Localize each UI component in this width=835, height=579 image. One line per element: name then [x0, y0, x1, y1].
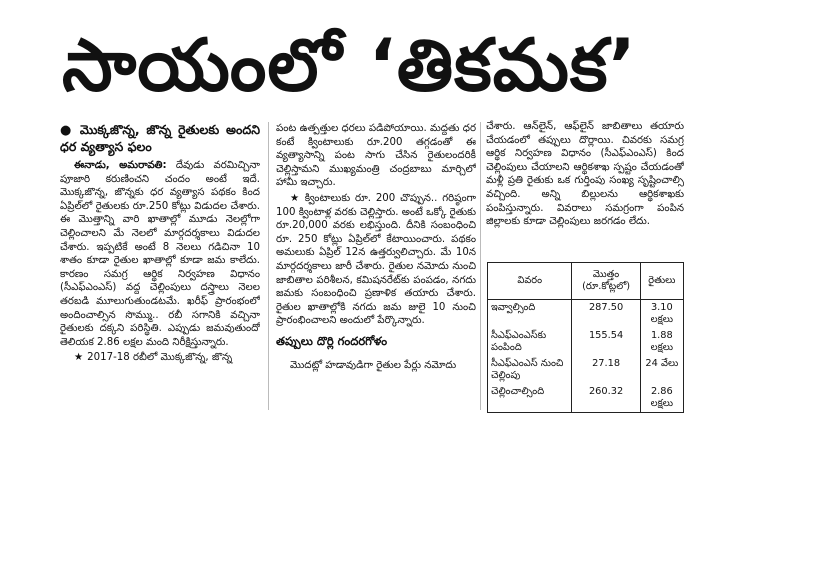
column-divider — [268, 122, 269, 410]
table-row — [488, 356, 684, 384]
section-subhead: తప్పులు దొర్లి గందరగోళం — [276, 333, 388, 348]
article-column-2 — [276, 122, 476, 412]
table-header: వివరం — [488, 263, 572, 300]
bullet-icon: ● — [60, 123, 74, 138]
table-row — [488, 300, 684, 329]
table-header-row — [488, 263, 684, 300]
row-label: ఇవ్వాల్సింది — [488, 300, 572, 329]
headline: సాయంలో ‘తికమక’ — [62, 23, 637, 107]
paragraph-text: దేవుడు వరమిచ్చినా పూజారి కరుణించని చందం అంటే ఇదే. మొక్కజొన్న, జొన్నకు ధర వ్యత్యాస పథకం కింద ఏప్రిల్‌లో రైతులకు రూ.250 కోట్లు విడుదల చేశారు. ఈ మొత్తాన్ని వారి ఖాతాల్లో మూడు నెలల్లోగా చెల్లించాలని మే నెలలో మార్గదర్శకాలు విడుదల చేశారు. ఇప్పటికే అంటే 8 నెలలు గడిచినా 10 శాతం కూడా రైతుల ఖాతాల్లో కూడా జమ కాలేదు. కారణం సమగ్ర ఆర్థిక నిర్వహణ విధానం (సీఎఫ్‌ఎంఎస్‌) వద్ద చెల్లింపులు దస్త్రాలు నెలల తరబడి మూలుగుతుండటమే. ఖరీఫ్‌ ప్రారంభంలో అందించాల్సిన సొమ్ము.. రబీ సగానికి వచ్చినా రైతులకు దక్కని పరిస్థితి. ఎప్పుడు జమవుతుందో తెలియక 2.86 లక్షల మంది నిరీక్షిస్తున్నారు. — [60, 160, 260, 348]
row-amount: 287.50 — [572, 300, 640, 329]
row-farmers: 2.86 లక్షలు — [640, 384, 683, 413]
paragraph-text: 2017-18 రబీలో మొక్కజొన్న, జొన్న — [87, 352, 233, 364]
star-icon: ★ — [290, 192, 301, 204]
row-farmers: 3.10 లక్షలు — [640, 300, 683, 329]
paragraph-text: క్వింటాలుకు రూ. 200 చొప్పున.. గరిష్ఠంగా 100 క్వింటాళ్ల వరకు చెల్లిస్తారు. అంటే ఒక్కో రైతుకు రూ.20,000 వరకు లభిస్తుంది. దీనికి సంబంధించి రూ. 250 కోట్లు ఏప్రిల్‌లో కేటాయించారు. పథకం అమలుకు ఏప్రిల్‌ 12న ఉత్తర్వులిచ్చారు. మే 10న మార్గదర్శకాలు జారీ చేశారు. రైతుల నమోదు నుంచి జాబితాల పరిశీలన, కమిషనరేట్‌కు పంపడం, నగదు జమకు సంబంధించి ప్రణాళిక తయారు చేశారు. రైతుల ఖాతాల్లోకి నగదు జమ జులై 10 నుంచి ప్రారంభించాలని అందులో పేర్కొన్నారు. — [276, 192, 476, 327]
row-farmers: 1.88 లక్షలు — [640, 328, 683, 356]
star-icon: ★ — [74, 352, 84, 364]
article-paragraph — [60, 351, 260, 365]
row-amount: 27.18 — [572, 356, 640, 384]
row-label: చెల్లించాల్సింది — [488, 384, 572, 413]
row-label: సీఎఫ్‌ఎంఎస్‌కు పంపింది — [488, 328, 572, 356]
table-row — [488, 328, 684, 356]
article-column-3 — [486, 120, 684, 260]
article-subhead — [60, 122, 260, 155]
table-header: మొత్తం (రూ.కోట్లలో) — [572, 263, 640, 300]
row-label: సీఎఫ్‌ఎంఎస్‌ నుంచి చెల్లింపు — [488, 356, 572, 384]
article-column-1 — [60, 122, 260, 412]
subhead-text: మొక్కజొన్న, జొన్న రైతులకు అందని ధర వ్యత్యాస ఫలం — [60, 122, 260, 154]
article-paragraph: చేశారు. ఆన్‌లైన్‌, ఆఫ్‌లైన్‌ జాబితాలు తయారు చేయడంలో తప్పులు దొర్లాయి. చివరకు సమగ్ర ఆర్థిక నిర్వహణ విధానం (సీఎఫ్‌ఎంఎస్‌) కింద చెల్లింపులు చేయాలని ఆర్థికశాఖ స్పష్టం చేయడంతో మళ్లీ ప్రతి రైతుకు ఒక గుర్తింపు సంఖ్య సృష్టించాల్సి వచ్చింది. అన్ని బిల్లులను ఆర్థికశాఖకు పంపిస్తున్నారు. వివరాలు సమగ్రంగా పంపిన జిల్లాలకు కూడా చెల్లింపులు జరగడం లేదు. — [486, 121, 684, 228]
dateline: ఈనాడు, అమరావతి: — [74, 160, 167, 171]
article-paragraph — [60, 159, 260, 349]
row-farmers: 24 వేలు — [640, 356, 683, 384]
article-paragraph — [276, 192, 476, 328]
article-paragraph: మొదట్లో హడావుడిగా రైతుల పేర్లు నమోదు — [290, 359, 457, 371]
article-paragraph: పంట ఉత్పత్తుల ధరలు పడిపోయాయి. మద్దతు ధర కంటే క్వింటాలుకు రూ.200 తగ్గడంతో ఈ వ్యత్యాసాన్ని పంట సాగు చేసిన రైతులందరికీ చెల్లిస్తామని ముఖ్యమంత్రి చంద్రబాబు మార్చిలో హామీ ఇచ్చారు. — [276, 123, 476, 189]
row-amount: 260.32 — [572, 384, 640, 413]
data-table — [487, 262, 684, 413]
table-row — [488, 384, 684, 413]
row-amount: 155.54 — [572, 328, 640, 356]
column-divider — [480, 122, 481, 410]
table-header: రైతులు — [640, 263, 683, 300]
